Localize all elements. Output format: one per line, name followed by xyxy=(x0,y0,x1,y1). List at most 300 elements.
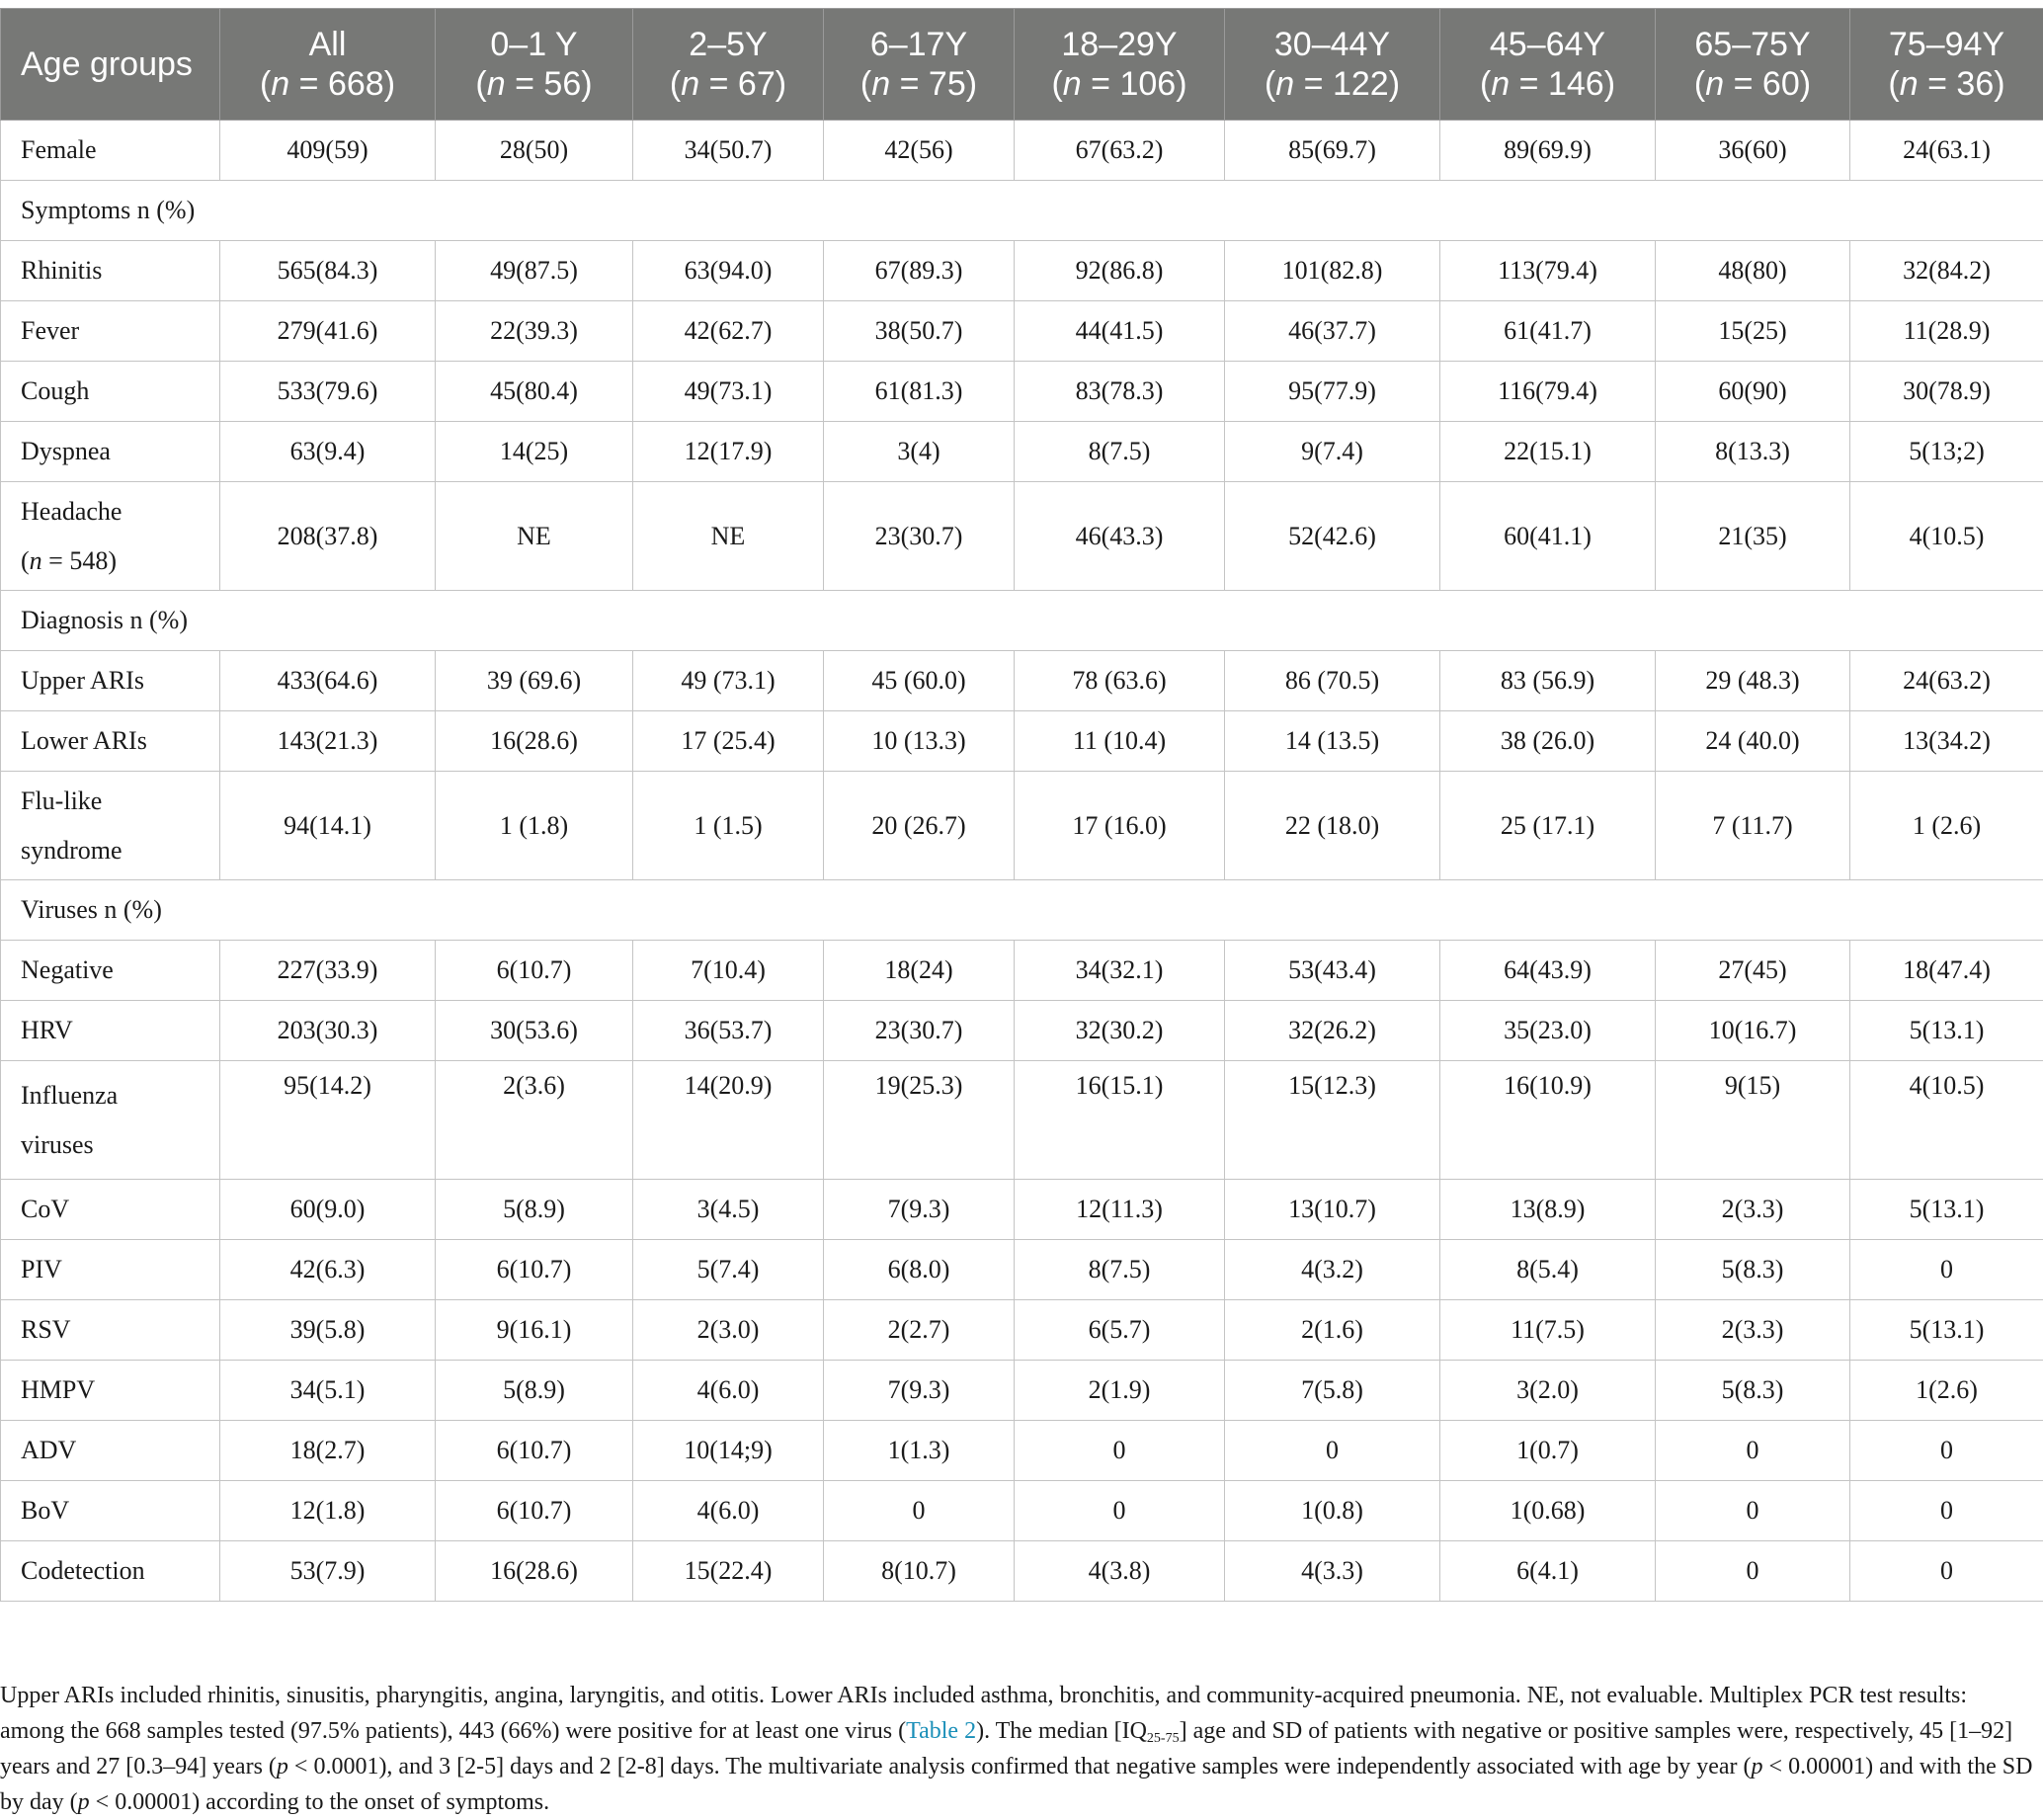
table-cell: 0 xyxy=(1656,1421,1850,1481)
header-label: 6–17Y xyxy=(870,26,967,63)
table-row xyxy=(1,941,2043,1001)
header-n-count: (n = 668) xyxy=(220,64,435,104)
table-cell: 61(41.7) xyxy=(1440,301,1656,362)
table-cell: 38(50.7) xyxy=(824,301,1015,362)
header-col-2 xyxy=(436,9,633,121)
table-cell: 227(33.9) xyxy=(220,941,436,1001)
table-cell: 116(79.4) xyxy=(1440,362,1656,422)
data-table xyxy=(0,8,2043,1602)
table-cell: 20 (26.7) xyxy=(824,772,1015,880)
table-cell: 49 (73.1) xyxy=(633,651,824,711)
table-cell: 2(2.7) xyxy=(824,1300,1015,1361)
table-cell: 67(89.3) xyxy=(824,241,1015,301)
row-label xyxy=(1,1001,220,1061)
table-cell: 45(80.4) xyxy=(436,362,633,422)
table-cell: 53(7.9) xyxy=(220,1541,436,1602)
footnote-text-1: Upper ARIs included rhinitis, sinusitis, pharyngitis, angina, laryngitis, and otitis. Lower ARIs included asthma, bronchitis, and community-acquired pneumonia. NE, not evaluable. Multiplex PCR test results: among the 668 samples tested (97.5% patients), 443 (66%) were positive for at least one virus ( xyxy=(0,1683,1967,1744)
table-cell: 92(86.8) xyxy=(1015,241,1225,301)
table-cell: 1 (1.5) xyxy=(633,772,824,880)
table-cell: 34(32.1) xyxy=(1015,941,1225,1001)
header-col-5 xyxy=(1015,9,1225,121)
table-cell: 0 xyxy=(1015,1421,1225,1481)
table-cell: 24(63.2) xyxy=(1850,651,2043,711)
table-cell: 6(8.0) xyxy=(824,1240,1015,1300)
header-col-3 xyxy=(633,9,824,121)
table-cell: 60(41.1) xyxy=(1440,482,1656,591)
table-cell: 32(26.2) xyxy=(1225,1001,1440,1061)
table-cell: 18(47.4) xyxy=(1850,941,2043,1001)
table-cell: 4(6.0) xyxy=(633,1361,824,1421)
row-label xyxy=(1,482,220,591)
table-cell: 8(7.5) xyxy=(1015,422,1225,482)
row-label-line2: viruses xyxy=(21,1130,94,1159)
table-cell: 5(8.9) xyxy=(436,1180,633,1240)
row-label xyxy=(1,1421,220,1481)
footnote-text-3: ] age and SD of patients with negative or positive samples were, respectively, 45 [1–92] years and 27 [0.3–94] years ( xyxy=(0,1718,2012,1779)
header-n-count: (n = 106) xyxy=(1015,64,1224,104)
row-label xyxy=(1,422,220,482)
table-cell: NE xyxy=(633,482,824,591)
table-cell: 63(9.4) xyxy=(220,422,436,482)
table-cell: 95(77.9) xyxy=(1225,362,1440,422)
row-label-text: Dyspnea xyxy=(21,437,111,465)
table-cell: 12(1.8) xyxy=(220,1481,436,1541)
header-label: 2–5Y xyxy=(689,26,767,63)
header-label: 18–29Y xyxy=(1061,26,1177,63)
table-cell: 8(10.7) xyxy=(824,1541,1015,1602)
table-2-link[interactable]: Table 2 xyxy=(906,1718,976,1744)
table-body xyxy=(1,121,2043,1602)
footnote-subscript: 25-75 xyxy=(1147,1731,1180,1746)
table-cell: 53(43.4) xyxy=(1225,941,1440,1001)
table-cell: 94(14.1) xyxy=(220,772,436,880)
table-cell: 8(7.5) xyxy=(1015,1240,1225,1300)
table-cell: 39(5.8) xyxy=(220,1300,436,1361)
table-cell: 13(10.7) xyxy=(1225,1180,1440,1240)
header-label: 0–1 Y xyxy=(490,26,577,63)
table-cell: 95(14.2) xyxy=(220,1061,436,1180)
table-cell: 4(6.0) xyxy=(633,1481,824,1541)
row-label xyxy=(1,301,220,362)
header-age-groups xyxy=(1,9,220,121)
header-n-value: 668 xyxy=(328,65,384,103)
header-n-count: (n = 36) xyxy=(1850,64,2043,104)
table-cell: 5(13.1) xyxy=(1850,1180,2043,1240)
header-label: 65–75Y xyxy=(1694,26,1810,63)
header-n-value: 75 xyxy=(929,65,966,103)
table-cell: 19(25.3) xyxy=(824,1061,1015,1180)
header-n-count: (n = 75) xyxy=(824,64,1014,104)
header-label: Age groups xyxy=(21,45,193,83)
table-cell: 113(79.4) xyxy=(1440,241,1656,301)
row-label xyxy=(1,241,220,301)
header-n-value: 122 xyxy=(1333,65,1389,103)
table-cell: 24(63.1) xyxy=(1850,121,2043,181)
p-symbol: p xyxy=(78,1789,90,1815)
row-label xyxy=(1,121,220,181)
table-cell: 203(30.3) xyxy=(220,1001,436,1061)
table-cell: 3(2.0) xyxy=(1440,1361,1656,1421)
table-row xyxy=(1,241,2043,301)
table-cell: 14(20.9) xyxy=(633,1061,824,1180)
header-col-9 xyxy=(1850,9,2043,121)
table-cell: 48(80) xyxy=(1656,241,1850,301)
n-symbol: n xyxy=(1705,65,1724,103)
equals-sign: = xyxy=(1724,65,1762,103)
table-cell: 18(24) xyxy=(824,941,1015,1001)
table-row xyxy=(1,1240,2043,1300)
table-cell: 5(13;2) xyxy=(1850,422,2043,482)
table-cell: 7(10.4) xyxy=(633,941,824,1001)
header-col-8 xyxy=(1656,9,1850,121)
header-n-count: (n = 122) xyxy=(1225,64,1439,104)
section-row xyxy=(1,181,2043,241)
table-cell: 1(1.3) xyxy=(824,1421,1015,1481)
table-cell: 22 (18.0) xyxy=(1225,772,1440,880)
table-cell: 15(22.4) xyxy=(633,1541,824,1602)
table-row xyxy=(1,1300,2043,1361)
table-cell: 28(50) xyxy=(436,121,633,181)
table-row xyxy=(1,651,2043,711)
row-label-text: Headache xyxy=(21,497,122,526)
n-symbol: n xyxy=(487,65,506,103)
row-label-line2: (n = 548) xyxy=(21,546,117,575)
table-cell: 11(28.9) xyxy=(1850,301,2043,362)
row-label-text: PIV xyxy=(21,1255,62,1283)
table-row xyxy=(1,1061,2043,1180)
header-n-value: 106 xyxy=(1119,65,1176,103)
table-cell: 4(3.8) xyxy=(1015,1541,1225,1602)
table-cell: 12(17.9) xyxy=(633,422,824,482)
table-cell: 0 xyxy=(1225,1421,1440,1481)
table-cell: 8(5.4) xyxy=(1440,1240,1656,1300)
table-cell: 52(42.6) xyxy=(1225,482,1440,591)
header-n-value: 60 xyxy=(1762,65,1800,103)
table-cell: 1 (2.6) xyxy=(1850,772,2043,880)
table-cell: 42(62.7) xyxy=(633,301,824,362)
table-cell: 9(15) xyxy=(1656,1061,1850,1180)
table-cell: 0 xyxy=(1015,1481,1225,1541)
equals-sign: = xyxy=(1294,65,1333,103)
row-label-text: Female xyxy=(21,135,97,164)
p-symbol: p xyxy=(277,1754,288,1779)
row-label-line2: syndrome xyxy=(21,836,123,865)
table-cell: 35(23.0) xyxy=(1440,1001,1656,1061)
table-cell: 21(35) xyxy=(1656,482,1850,591)
header-n-count: (n = 60) xyxy=(1656,64,1849,104)
table-cell: 60(9.0) xyxy=(220,1180,436,1240)
table-row xyxy=(1,711,2043,772)
table-row xyxy=(1,1001,2043,1061)
n-symbol: n xyxy=(1275,65,1294,103)
table-cell: 14(25) xyxy=(436,422,633,482)
table-cell: 32(84.2) xyxy=(1850,241,2043,301)
table-cell: 1 (1.8) xyxy=(436,772,633,880)
table-cell: 8(13.3) xyxy=(1656,422,1850,482)
table-footnote xyxy=(0,1678,2035,1820)
equals-sign: = xyxy=(289,65,328,103)
table-cell: 25 (17.1) xyxy=(1440,772,1656,880)
table-cell: 4(3.3) xyxy=(1225,1541,1440,1602)
table-cell: 0 xyxy=(1656,1541,1850,1602)
row-label xyxy=(1,1300,220,1361)
table-cell: 85(69.7) xyxy=(1225,121,1440,181)
table-cell: 23(30.7) xyxy=(824,1001,1015,1061)
header-col-6 xyxy=(1225,9,1440,121)
header-n-value: 146 xyxy=(1548,65,1604,103)
equals-sign: = xyxy=(890,65,929,103)
row-label-text: Codetection xyxy=(21,1556,145,1585)
header-label: 30–44Y xyxy=(1274,26,1390,63)
table-cell: 83 (56.9) xyxy=(1440,651,1656,711)
row-label xyxy=(1,362,220,422)
row-label xyxy=(1,1361,220,1421)
table-cell: 46(37.7) xyxy=(1225,301,1440,362)
header-n-count: (n = 56) xyxy=(436,64,632,104)
table-cell: 6(10.7) xyxy=(436,941,633,1001)
header-col-7 xyxy=(1440,9,1656,121)
table-cell: 44(41.5) xyxy=(1015,301,1225,362)
table-cell: 32(30.2) xyxy=(1015,1001,1225,1061)
table-row xyxy=(1,482,2043,591)
table-cell: 9(16.1) xyxy=(436,1300,633,1361)
n-symbol: n xyxy=(1900,65,1919,103)
table-cell: 30(78.9) xyxy=(1850,362,2043,422)
table-cell: 6(10.7) xyxy=(436,1240,633,1300)
table-cell: 24 (40.0) xyxy=(1656,711,1850,772)
n-symbol: n xyxy=(1491,65,1510,103)
table-cell: 86 (70.5) xyxy=(1225,651,1440,711)
row-label-text: Negative xyxy=(21,955,114,984)
row-label xyxy=(1,1180,220,1240)
table-cell: 0 xyxy=(1850,1541,2043,1602)
footnote-text-5: < 0.00001) and with the SD by day ( xyxy=(0,1754,2032,1815)
row-label xyxy=(1,1240,220,1300)
header-label: 75–94Y xyxy=(1889,26,2004,63)
table-cell: 279(41.6) xyxy=(220,301,436,362)
table-cell: 23(30.7) xyxy=(824,482,1015,591)
table-cell: 3(4) xyxy=(824,422,1015,482)
header-n-count: (n = 67) xyxy=(633,64,823,104)
table-cell: 9(7.4) xyxy=(1225,422,1440,482)
row-label-text: Lower ARIs xyxy=(21,726,147,755)
row-label-text: Influenza xyxy=(21,1081,118,1110)
table-cell: 1(0.68) xyxy=(1440,1481,1656,1541)
table-cell: 49(87.5) xyxy=(436,241,633,301)
table-cell: 1(0.8) xyxy=(1225,1481,1440,1541)
row-label-text: CoV xyxy=(21,1195,69,1223)
table-cell: 0 xyxy=(1850,1481,2043,1541)
footnote-text-2: ). The median [IQ xyxy=(976,1718,1147,1744)
header-label: 45–64Y xyxy=(1490,26,1605,63)
header-col-4 xyxy=(824,9,1015,121)
table-cell: 2(3.0) xyxy=(633,1300,824,1361)
table-header xyxy=(1,9,2043,121)
table-cell: 22(39.3) xyxy=(436,301,633,362)
table-cell: 16(28.6) xyxy=(436,1541,633,1602)
table-cell: 4(10.5) xyxy=(1850,1061,2043,1180)
row-label-text: Cough xyxy=(21,376,89,405)
n-symbol: n xyxy=(271,65,289,103)
equals-sign: = xyxy=(699,65,738,103)
equals-sign: = xyxy=(506,65,544,103)
table-row xyxy=(1,1541,2043,1602)
table-cell: 0 xyxy=(824,1481,1015,1541)
table-row xyxy=(1,772,2043,880)
table-cell: 0 xyxy=(1656,1481,1850,1541)
table-cell: 3(4.5) xyxy=(633,1180,824,1240)
table-cell: 2(3.3) xyxy=(1656,1300,1850,1361)
table-cell: 36(53.7) xyxy=(633,1001,824,1061)
table-row xyxy=(1,121,2043,181)
table-cell: 6(10.7) xyxy=(436,1481,633,1541)
table-cell: 10(14;9) xyxy=(633,1421,824,1481)
n-symbol: n xyxy=(871,65,890,103)
table-cell: 4(3.2) xyxy=(1225,1240,1440,1300)
table-cell: 18(2.7) xyxy=(220,1421,436,1481)
row-label-text: Upper ARIs xyxy=(21,666,144,695)
table-cell: 49(73.1) xyxy=(633,362,824,422)
table-cell: 17 (25.4) xyxy=(633,711,824,772)
row-label xyxy=(1,941,220,1001)
table-cell: 6(5.7) xyxy=(1015,1300,1225,1361)
equals-sign: = xyxy=(1919,65,1957,103)
table-cell: 34(5.1) xyxy=(220,1361,436,1421)
row-label xyxy=(1,772,220,880)
table-cell: 42(6.3) xyxy=(220,1240,436,1300)
table-cell: 5(8.3) xyxy=(1656,1361,1850,1421)
table-cell: 533(79.6) xyxy=(220,362,436,422)
table-cell: 101(82.8) xyxy=(1225,241,1440,301)
table-cell: 27(45) xyxy=(1656,941,1850,1001)
header-n-value: 67 xyxy=(738,65,776,103)
table-cell: 1(2.6) xyxy=(1850,1361,2043,1421)
table-cell: 409(59) xyxy=(220,121,436,181)
row-label-text: HRV xyxy=(21,1016,73,1044)
row-label xyxy=(1,1541,220,1602)
table-cell: 30(53.6) xyxy=(436,1001,633,1061)
header-col-1 xyxy=(220,9,436,121)
row-label-text: ADV xyxy=(21,1436,76,1464)
row-label-text: RSV xyxy=(21,1315,71,1344)
table-cell: NE xyxy=(436,482,633,591)
table-cell: 12(11.3) xyxy=(1015,1180,1225,1240)
table-row xyxy=(1,301,2043,362)
section-row xyxy=(1,880,2043,941)
table-cell: 42(56) xyxy=(824,121,1015,181)
equals-sign: = xyxy=(1510,65,1548,103)
table-cell: 64(43.9) xyxy=(1440,941,1656,1001)
p-symbol: p xyxy=(1752,1754,1763,1779)
equals-sign: = xyxy=(1082,65,1120,103)
footnote-text-4: < 0.0001), and 3 [2-5] days and 2 [2-8] days. The multivariate analysis confirmed that negative samples were independently associated with age by year ( xyxy=(288,1754,1752,1779)
table-cell: 11(7.5) xyxy=(1440,1300,1656,1361)
table-cell: 2(1.9) xyxy=(1015,1361,1225,1421)
table-cell: 7(9.3) xyxy=(824,1180,1015,1240)
table-cell: 7(9.3) xyxy=(824,1361,1015,1421)
table-cell: 60(90) xyxy=(1656,362,1850,422)
row-label-text: HMPV xyxy=(21,1375,95,1404)
row-label-text: Flu-like xyxy=(21,786,102,815)
table-cell: 78 (63.6) xyxy=(1015,651,1225,711)
table-cell: 39 (69.6) xyxy=(436,651,633,711)
table-cell: 13(8.9) xyxy=(1440,1180,1656,1240)
table-cell: 0 xyxy=(1850,1421,2043,1481)
footnote-text-6: < 0.00001) according to the onset of symptoms. xyxy=(90,1789,549,1815)
table-cell: 16(28.6) xyxy=(436,711,633,772)
table-cell: 7 (11.7) xyxy=(1656,772,1850,880)
table-cell: 34(50.7) xyxy=(633,121,824,181)
table-cell: 13(34.2) xyxy=(1850,711,2043,772)
table-row xyxy=(1,1361,2043,1421)
n-symbol: n xyxy=(1063,65,1082,103)
table-cell: 5(8.3) xyxy=(1656,1240,1850,1300)
table-cell: 15(12.3) xyxy=(1225,1061,1440,1180)
table-cell: 5(13.1) xyxy=(1850,1001,2043,1061)
table-row xyxy=(1,422,2043,482)
table-cell: 5(13.1) xyxy=(1850,1300,2043,1361)
table-row xyxy=(1,1481,2043,1541)
row-label xyxy=(1,711,220,772)
section-row xyxy=(1,591,2043,651)
table-cell: 2(3.6) xyxy=(436,1061,633,1180)
table-cell: 63(94.0) xyxy=(633,241,824,301)
table-cell: 6(10.7) xyxy=(436,1421,633,1481)
table-cell: 67(63.2) xyxy=(1015,121,1225,181)
table-cell: 0 xyxy=(1850,1240,2043,1300)
table-cell: 143(21.3) xyxy=(220,711,436,772)
table-cell: 29 (48.3) xyxy=(1656,651,1850,711)
table-cell: 16(15.1) xyxy=(1015,1061,1225,1180)
table-cell: 2(1.6) xyxy=(1225,1300,1440,1361)
n-symbol: n xyxy=(681,65,699,103)
table-cell: 61(81.3) xyxy=(824,362,1015,422)
table-cell: 2(3.3) xyxy=(1656,1180,1850,1240)
table-cell: 433(64.6) xyxy=(220,651,436,711)
table-cell: 1(0.7) xyxy=(1440,1421,1656,1481)
table-cell: 36(60) xyxy=(1656,121,1850,181)
table-cell: 10 (13.3) xyxy=(824,711,1015,772)
table-cell: 565(84.3) xyxy=(220,241,436,301)
table-cell: 11 (10.4) xyxy=(1015,711,1225,772)
table-cell: 5(7.4) xyxy=(633,1240,824,1300)
section-label: Diagnosis n (%) xyxy=(1,591,2043,651)
table-cell: 4(10.5) xyxy=(1850,482,2043,591)
header-n-value: 36 xyxy=(1956,65,1994,103)
row-label-text: BoV xyxy=(21,1496,69,1525)
table-row xyxy=(1,1180,2043,1240)
header-n-count: (n = 146) xyxy=(1440,64,1655,104)
table-row xyxy=(1,1421,2043,1481)
table-cell: 10(16.7) xyxy=(1656,1001,1850,1061)
section-label: Viruses n (%) xyxy=(1,880,2043,941)
table-cell: 17 (16.0) xyxy=(1015,772,1225,880)
table-row xyxy=(1,362,2043,422)
table-cell: 15(25) xyxy=(1656,301,1850,362)
table-cell: 208(37.8) xyxy=(220,482,436,591)
table-cell: 6(4.1) xyxy=(1440,1541,1656,1602)
table-cell: 83(78.3) xyxy=(1015,362,1225,422)
row-label xyxy=(1,1481,220,1541)
row-label xyxy=(1,1061,220,1180)
table-cell: 16(10.9) xyxy=(1440,1061,1656,1180)
table-cell: 45 (60.0) xyxy=(824,651,1015,711)
table-cell: 14 (13.5) xyxy=(1225,711,1440,772)
header-label: All xyxy=(309,26,347,63)
row-label-text: Fever xyxy=(21,316,79,345)
row-label xyxy=(1,651,220,711)
header-row xyxy=(1,9,2043,121)
